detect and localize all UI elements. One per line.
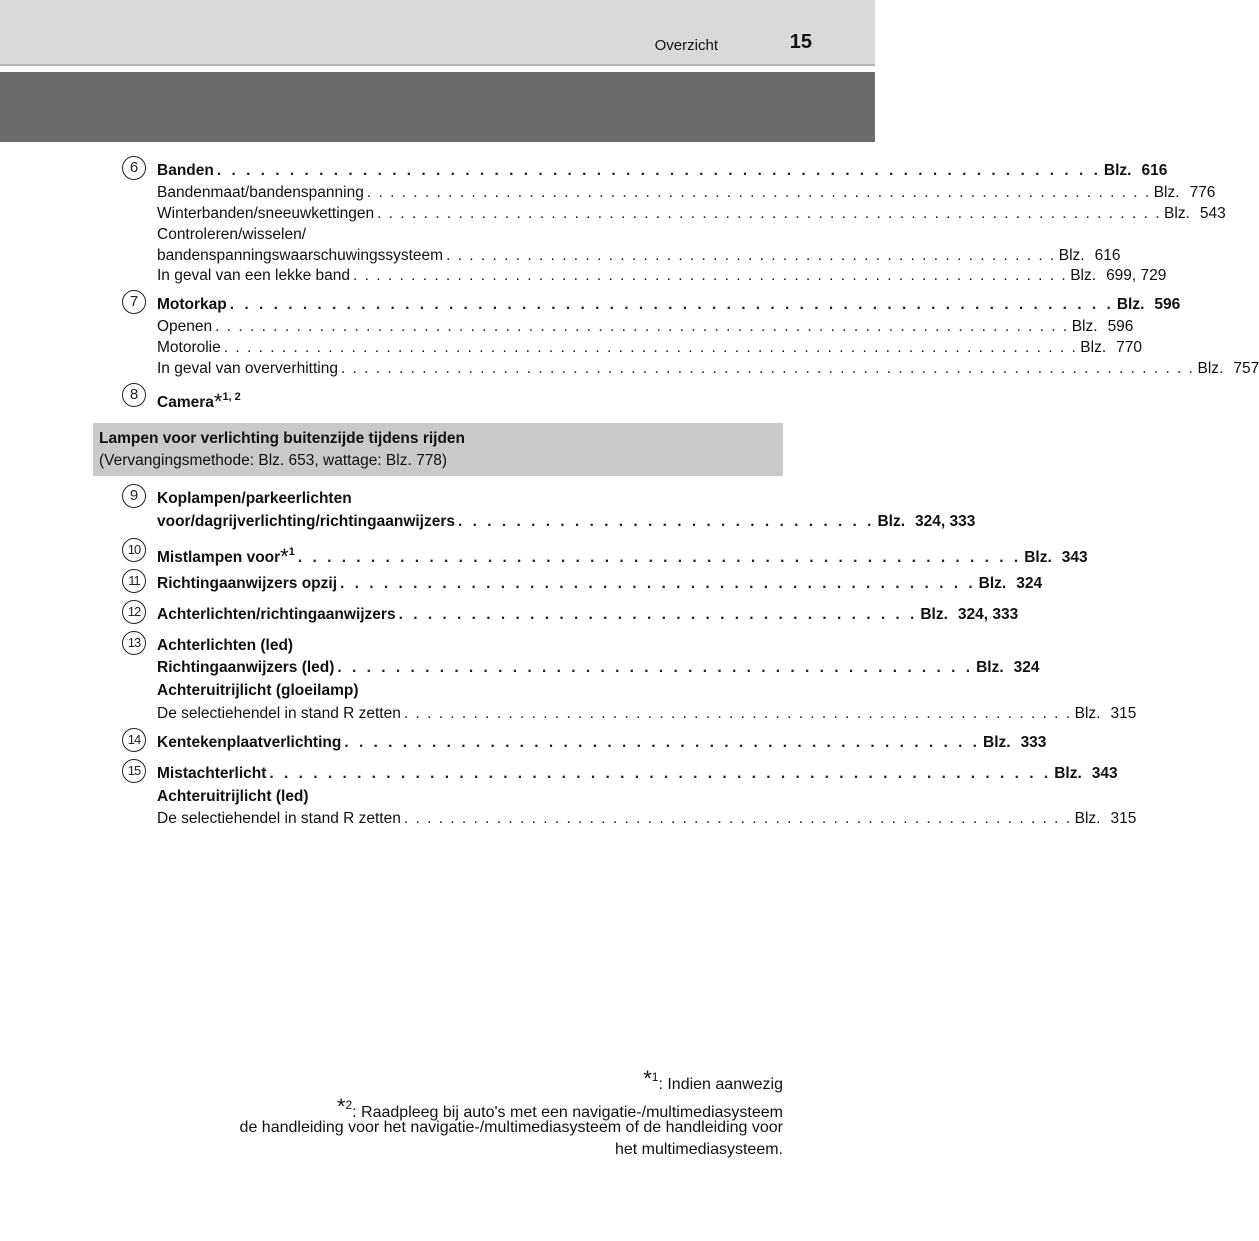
footnote-1: [643, 1066, 783, 1096]
entry-title: Banden: [157, 162, 214, 179]
callout-number: 10: [122, 538, 146, 562]
entry-title: Camera: [157, 394, 214, 411]
page-ref: 770: [1116, 339, 1143, 356]
footnote-num: 2: [345, 1098, 353, 1112]
page-ref: 616: [1141, 162, 1168, 179]
dot-leader: . . . . . . . . . . . . . . . . . . . . . . . . . . . . . . . . . . . . . . . . . . . . . . . . . . . . . . . . . . . . . . . . . . . . . . . . . .: [223, 339, 1078, 356]
entry-extra: Achteruitrijlicht (gloeilamp): [157, 682, 359, 699]
subentry-label: De selectiehendel in stand R zetten: [157, 810, 401, 827]
page-ref: 315: [1110, 810, 1137, 827]
subentry-label: bandenspanningswaarschuwingssysteem: [157, 247, 444, 264]
page-ref-label: Blz.: [1054, 765, 1082, 782]
toc-entry-kentekenplaatverlichting[interactable]: [157, 732, 1047, 753]
subentry-label: De selectiehendel in stand R zetten: [157, 705, 401, 722]
callout-number: 8: [122, 383, 146, 407]
entry-title: Richtingaanwijzers opzij: [157, 575, 337, 592]
dot-leader: . . . . . . . . . . . . . . . . . . . . . . . . . . . . . . . . . . . . . . . . . . . .: [337, 659, 974, 676]
toc-entry-mistlampen-voor[interactable]: [157, 542, 1088, 569]
dot-leader: . . . . . . . . . . . . . . . . . . . . . . . . . . . . . . . . . . . . . . . . . . . . . . . . . . . . . . . . . .: [403, 705, 1072, 722]
toc-entry-banden[interactable]: [157, 160, 1168, 181]
toc-subentry[interactable]: [157, 203, 1226, 224]
page-ref: 596: [1154, 296, 1181, 313]
callout-number: 6: [122, 156, 146, 180]
footnote-num: 1: [651, 1070, 659, 1084]
page-ref-label: Blz.: [1153, 184, 1180, 201]
toc-entry-richtingaanwijzers-opzij[interactable]: [157, 573, 1043, 594]
entry-title-line1: Koplampen/parkeerlichten: [157, 490, 352, 507]
subentry-label: Motorolie: [157, 339, 221, 356]
toc-subentry[interactable]: [157, 808, 1137, 829]
footnote-ref: 1: [288, 546, 295, 558]
dot-leader: . . . . . . . . . . . . . . . . . . . . . . . . . . . . . . . . . . . . . . . . . . . . . . . . . . . . . . . . . . . . . . . . . . . . . . . . . .: [340, 360, 1195, 377]
page-ref: 333: [1020, 734, 1047, 751]
page-ref: 776: [1189, 184, 1216, 201]
dot-leader: . . . . . . . . . . . . . . . . . . . . . . . . . . . . . . . . . . . . . . . . . . . .: [344, 734, 980, 751]
dot-leader: . . . . . . . . . . . . . . . . . . . . . . . . . . . . . . . . . . . . . . . . . . . . . . . . . . . . . . . . . . . . . .: [353, 267, 1068, 284]
section-box-lampen: [93, 423, 783, 476]
page-ref: 616: [1094, 247, 1121, 264]
page-ref: 324, 333: [957, 606, 1019, 623]
page-ref-label: Blz.: [1074, 705, 1101, 722]
footnote-2-line3: het multimediasysteem.: [614, 1141, 783, 1158]
dot-leader: . . . . . . . . . . . . . . . . . . . . . . . . . . . . . . . . . . . . . . . . . . . . . . . . . . . . . . . . . . . . .: [229, 296, 1114, 313]
page-ref-label: Blz.: [877, 513, 906, 530]
page-ref-label: Blz.: [1071, 318, 1098, 335]
entry-title: Mistlampen voor: [157, 549, 281, 566]
dot-leader: . . . . . . . . . . . . . . . . . . . . . . . . . . . . . . . . . . . . . . . . . . . . . . . . . . . . . . . . . . . . . . . . . . . .: [366, 184, 1151, 201]
page-ref-label: Blz.: [1164, 205, 1190, 222]
dot-leader: . . . . . . . . . . . . . . . . . . . . . . . . . . . . . . . . . . . . . . . . . . . . . . . . . . . . . . . . . . . . . . . . . . . . . . . . . .: [215, 318, 1069, 335]
page-ref-label: Blz.: [1080, 339, 1107, 356]
page-ref-label: Blz.: [1116, 296, 1145, 313]
dot-leader: . . . . . . . . . . . . . . . . . . . . . . . . . . . . . . . . . . . . . . . . . . . . . . . . . . . . . . . . . .: [403, 810, 1072, 827]
entry-extra: Achteruitrijlicht (led): [157, 788, 309, 805]
section-name: Overzicht: [654, 37, 718, 54]
page-ref: 543: [1199, 205, 1226, 222]
page-ref: 596: [1107, 318, 1134, 335]
entry-title: Mistachterlicht: [157, 765, 267, 782]
toc-entry-mistachterlicht[interactable]: [157, 763, 1118, 784]
header-band: [0, 72, 875, 142]
subentry-label: Winterbanden/sneeuwkettingen: [157, 205, 375, 222]
toc-subentry[interactable]: [157, 316, 1134, 337]
toc-subentry[interactable]: [157, 245, 1121, 266]
footnote-ref: 1, 2: [222, 391, 241, 403]
toc-subentry[interactable]: [157, 703, 1137, 724]
callout-number: 14: [122, 728, 146, 752]
page-ref: 315: [1110, 705, 1137, 722]
dot-leader: . . . . . . . . . . . . . . . . . . . . . . . . . . . . . . . . . . . . . . . . . . . . . . . . . .: [297, 549, 1022, 566]
footnote-text: : Raadpleeg bij auto's met een navigatie-/multimediasysteem: [352, 1104, 783, 1121]
page-header: [0, 0, 875, 66]
page-ref: 699, 729: [1106, 267, 1167, 284]
entry-title: Kentekenplaatverlichting: [157, 734, 342, 751]
toc-subentry[interactable]: [157, 358, 1259, 379]
subentry-label: In geval van oververhitting: [157, 360, 338, 377]
dot-leader: . . . . . . . . . . . . . . . . . . . . . . . . . . . . . . . . . . . . . . . . . . . . . . . . . . . . .: [446, 247, 1056, 264]
page-ref: 343: [1091, 765, 1118, 782]
page-ref: 324: [1016, 575, 1043, 592]
dot-leader: . . . . . . . . . . . . . . . . . . . . . . . . . . . . . . . . . . . . . . . . . . . . . . . . . . . . . .: [269, 765, 1052, 782]
toc-subentry[interactable]: [157, 182, 1216, 203]
entry-title: Motorkap: [157, 296, 227, 313]
subentry-label: Openen: [157, 318, 213, 335]
dot-leader: . . . . . . . . . . . . . . . . . . . . . . . . . . . . .: [458, 513, 875, 530]
toc-entry-koplampen[interactable]: [157, 511, 976, 532]
entry-title: voor/dagrijverlichting/richtingaanwijzers: [157, 513, 456, 530]
page-ref-label: Blz.: [1058, 247, 1085, 264]
asterisk-mark: *: [336, 1094, 346, 1119]
dot-leader: . . . . . . . . . . . . . . . . . . . . . . . . . . . . . . . . . . . . . . . . . . . .: [340, 575, 976, 592]
asterisk-mark: *: [280, 544, 289, 569]
entry-title-line1: Achterlichten (led): [157, 637, 294, 654]
page-ref: 343: [1061, 549, 1088, 566]
page-ref-label: Blz.: [1074, 810, 1101, 827]
page-ref-label: Blz.: [920, 606, 948, 623]
page-ref-label: Blz.: [976, 659, 1004, 676]
asterisk-mark: *: [213, 389, 223, 414]
dot-leader: . . . . . . . . . . . . . . . . . . . . . . . . . . . . . . . . . . . . . . . . . . . . . . . . . . . . . . . . . . . . .: [216, 162, 1101, 179]
entry-title: Richtingaanwijzers (led): [157, 659, 335, 676]
subentry-label: In geval van een lekke band: [157, 267, 351, 284]
page-ref-label: Blz.: [978, 575, 1007, 592]
callout-number: 12: [122, 600, 146, 624]
page-ref: 324, 333: [915, 513, 976, 530]
callout-number: 7: [122, 290, 146, 314]
section-subtitle: (Vervangingsmethode: Blz. 653, wattage: Blz. 778): [99, 452, 448, 469]
page-ref-label: Blz.: [1197, 360, 1224, 377]
section-title: Lampen voor verlichting buitenzijde tijdens rijden: [99, 430, 466, 447]
page-ref-label: Blz.: [1070, 267, 1097, 284]
footnote-2-line2: de handleiding voor het navigatie-/multimediasysteem of de handleiding voor: [239, 1119, 783, 1136]
callout-number: 15: [122, 759, 146, 783]
toc-entry-richtingaanwijzers-led[interactable]: [157, 657, 1040, 678]
entry-title: Achterlichten/richtingaanwijzers: [157, 606, 396, 623]
footnote-text: : Indien aanwezig: [658, 1076, 783, 1093]
page-number: 15: [789, 31, 812, 53]
dot-leader: . . . . . . . . . . . . . . . . . . . . . . . . . . . . . . . . . . . . . . . . . . . . . . . . . . . . . . . . . . . . . . . . . . . .: [377, 205, 1162, 222]
toc-entry-camera[interactable]: [157, 387, 241, 413]
page-ref: 324: [1013, 659, 1040, 676]
toc-subentry[interactable]: [157, 265, 1167, 286]
callout-number: 9: [122, 484, 146, 508]
toc-entry-achterlichten[interactable]: [157, 604, 1019, 625]
dot-leader: . . . . . . . . . . . . . . . . . . . . . . . . . . . . . . . . . . . .: [398, 606, 918, 623]
page-ref-label: Blz.: [1103, 162, 1132, 179]
callout-number: 13: [122, 631, 146, 655]
subentry-label: Controleren/wisselen/: [157, 226, 307, 243]
page-ref: 757: [1233, 360, 1259, 377]
toc-subentry[interactable]: [157, 337, 1143, 358]
page-ref-label: Blz.: [1024, 549, 1052, 566]
page-ref-label: Blz.: [983, 734, 1011, 751]
callout-number: 11: [122, 569, 146, 593]
subentry-label: Bandenmaat/bandenspanning: [157, 184, 364, 201]
toc-entry-motorkap[interactable]: [157, 294, 1181, 315]
asterisk-mark: *: [643, 1066, 652, 1091]
